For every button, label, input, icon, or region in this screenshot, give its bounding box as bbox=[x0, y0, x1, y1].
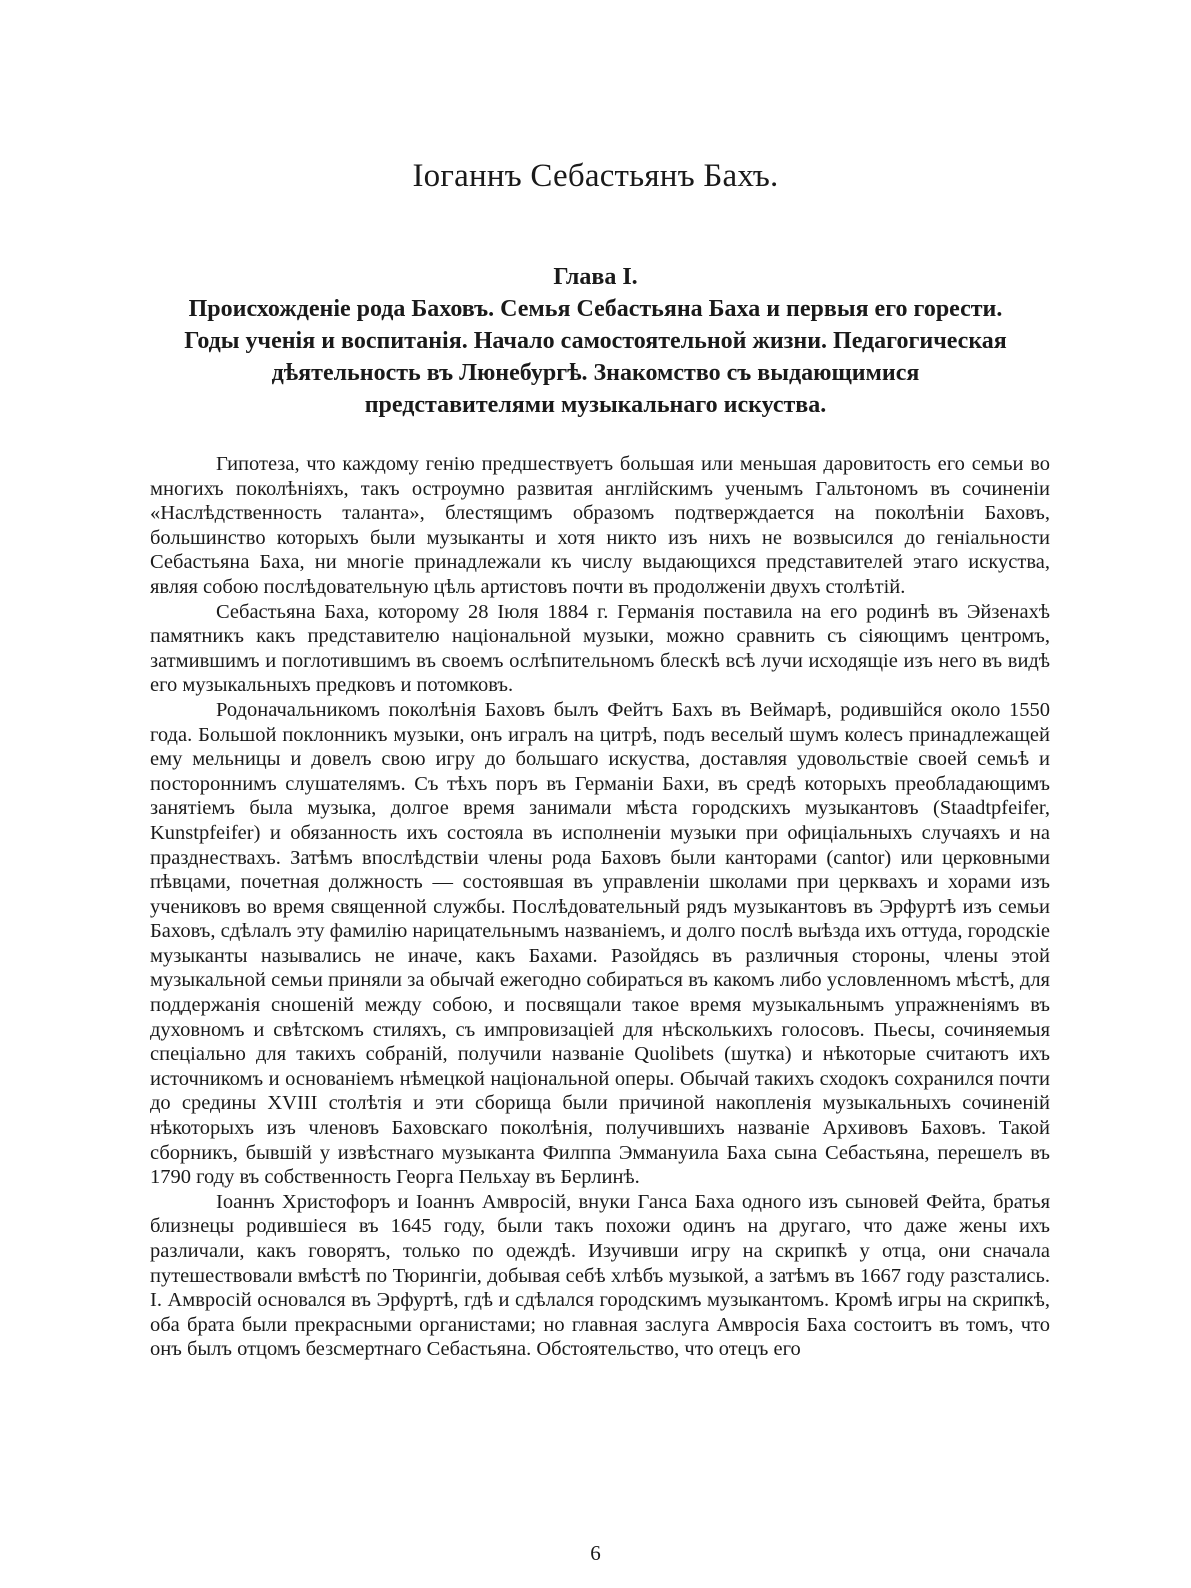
body-text bbox=[150, 452, 1050, 1362]
paragraph: Іоаннъ Христофоръ и Іоаннъ Амвросій, внуки Ганса Баха одного изъ сыновей Фейта, братья близнецы родившіеся въ 1645 году, были такъ похожи одинъ на другаго, что даже жены ихъ различали, какъ говорятъ, только по одеждѣ. Изучивши игру на скрипкѣ у отца, они сначала путешествовали вмѣстѣ по Тюрингіи, добывая себѣ хлѣбъ музыкой, а затѣмъ въ 1667 году разстались. І. Амвросій основался въ Эрфуртѣ, гдѣ и сдѣлался городскимъ музыкантомъ. Кромѣ игры на скрипкѣ, оба брата были прекрасными органистами; но главная заслуга Амвросія Баха состоитъ въ томъ, что онъ былъ отцомъ безсмертнаго Себастьяна. Обстоятельство, что отецъ его bbox=[150, 1190, 1050, 1361]
paragraph: Родоначальникомъ поколѣнія Баховъ былъ Фейтъ Бахъ въ Веймарѣ, родившійся около 1550 года. Большой поклонникъ музыки, онъ игралъ на цитрѣ, подъ веселый шумъ колесъ принадлежащей ему мельницы и довелъ свою игру до большаго искуства, доставляя удовольствіе своей семьѣ и постороннимъ слушателямъ. Съ тѣхъ поръ въ Германіи Бахи, въ средѣ которыхъ преобладающимъ занятіемъ была музыка, долгое время занимали мѣста городскихъ музыкантовъ (Staadtpfeifer, Kunstpfeifer) и обязанность ихъ состояла въ исполненіи музыки при офиціальныхъ случаяхъ и на празднествахъ. Затѣмъ впослѣдствіи члены рода Баховъ были канторами (cantor) или церковными пѣвцами, почетная должность — состоявшая въ управленіи школами при церквахъ и хорами изъ учениковъ во время священной службы. Послѣдовательный рядъ музыкантовъ въ Эрфуртѣ изъ семьи Баховъ, сдѣлалъ эту фамилію нарицательнымъ названіемъ, и долго послѣ выѣзда ихъ оттуда, городскіе музыканты назывались не иначе, какъ Бахами. Разойдясь въ различныя стороны, члены этой музыкальной семьи приняли за обычай ежегодно собираться въ какомъ либо условленномъ мѣстѣ, для поддержанія сношеній между собою, и посвящали такое время музыкальнымъ упражненіямъ въ духовномъ и свѣтскомъ стиляхъ, съ импровизаціей для нѣсколькихъ голосовъ. Пьесы, сочиняемыя спеціально для такихъ собраній, получили названіе Quolibets (шутка) и нѣкоторые считаютъ ихъ источникомъ и основаніемъ нѣмецкой національной оперы. Обычай такихъ сходокъ сохранился почти до средины XVIII столѣтія и эти сборища были причиной накопленія музыкальныхъ сочиненій нѣкоторыхъ изъ членовъ Баховскаго поколѣнія, получившихъ названіе Архивовъ Баховъ. Такой сборникъ, бывшій у извѣстнаго музыканта Филппа Эммануила Баха сына Себастьяна, перешелъ въ 1790 году въ собственность Георга Пельхау въ Берлинѣ. bbox=[150, 698, 1050, 1189]
chapter-heading bbox=[120, 262, 1071, 421]
chapter-heading-line: Годы ученія и воспитанія. Начало самостоятельной жизни. Педагогическая bbox=[184, 328, 1007, 354]
chapter-heading-line: представителями музыкальнаго искуства. bbox=[364, 392, 827, 418]
page-number: 6 bbox=[590, 1541, 601, 1565]
chapter-heading-line: дѣятельность въ Люнебургѣ. Знакомство съ выдающимися bbox=[271, 360, 920, 386]
document-title: Іоганнъ Себастьянъ Бахъ. bbox=[412, 158, 779, 194]
paragraph: Гипотеза, что каждому генію предшествуетъ большая или меньшая даровитость его семьи во многихъ поколѣніяхъ, такъ остроумно развитая англійскимъ ученымъ Гальтономъ въ сочиненіи «Наслѣдственность таланта», блестящимъ образомъ подтверждается на поколѣніи Баховъ, большинство которыхъ были музыканты и хотя никто изъ нихъ не возвысился до геніальности Себастьяна Баха, ни многіе принадлежали къ числу выдающихся представителей этаго искуства, являя собою послѣдовательную цѣль артистовъ почти въ продолженіи двухъ столѣтій. bbox=[150, 453, 1050, 598]
paragraph: Себастьяна Баха, которому 28 Іюля 1884 г. Германія поставила на его родинѣ въ Эйзенахѣ памятникъ какъ представителю національной музыки, можно сравнить съ сіяющимъ центромъ, затмившимъ и поглотившимъ въ своемъ ослѣпительномъ блескѣ всѣ лучи исходящіе изъ него въ видѣ его музыкальныхъ предковъ и потомковъ. bbox=[150, 600, 1050, 697]
chapter-heading-line: Происхожденіе рода Баховъ. Семья Себастьяна Баха и первыя его горести. bbox=[188, 296, 1003, 322]
chapter-label: Глава I. bbox=[553, 264, 638, 290]
